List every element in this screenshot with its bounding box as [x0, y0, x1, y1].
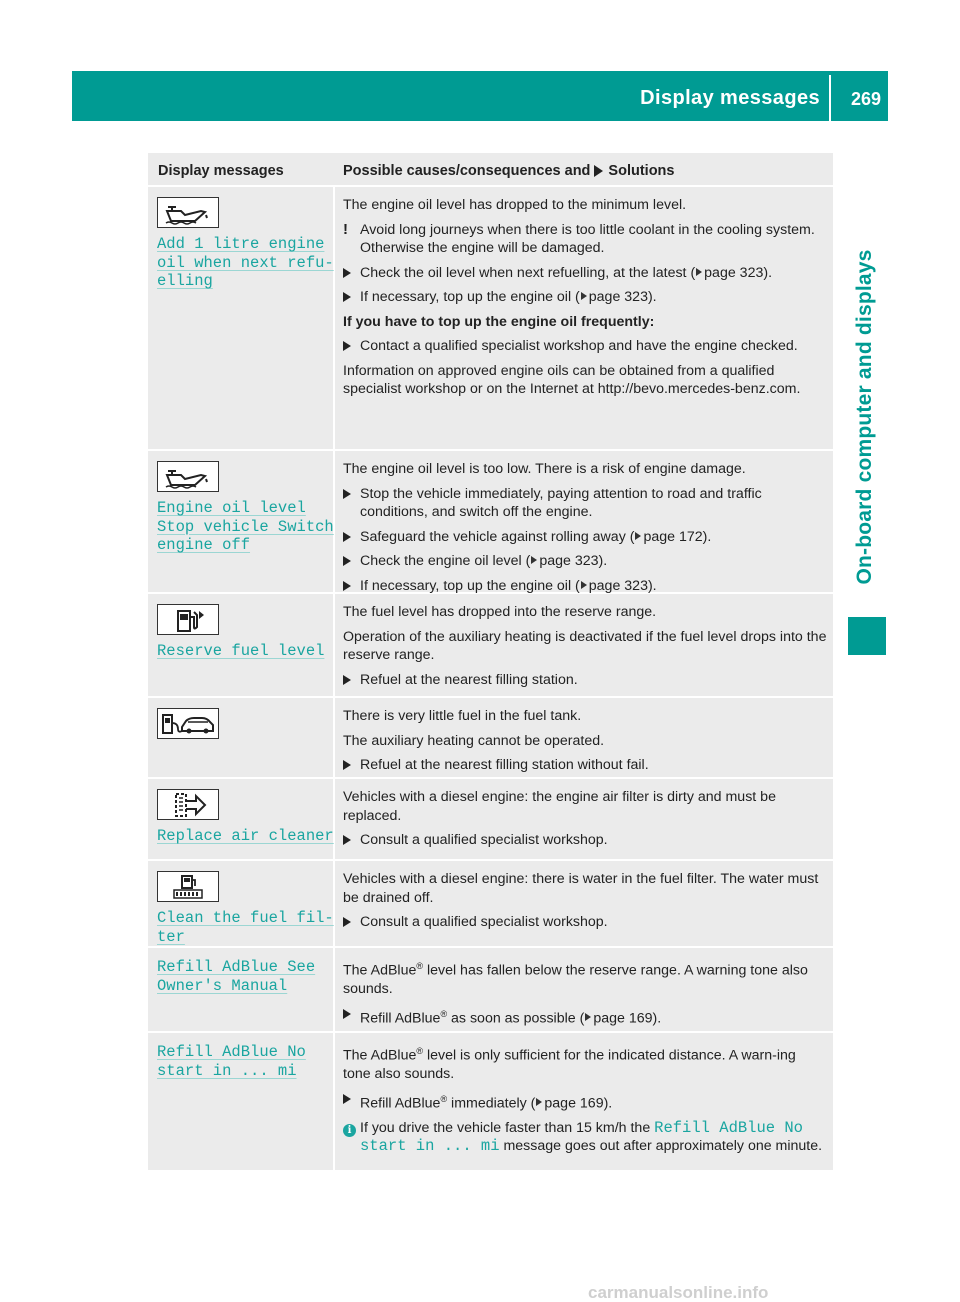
action-step: Stop the vehicle immediately, paying attention to road and traffic conditions, and switch off the engine.: [343, 485, 827, 522]
action-step: Check the engine oil level ( page 323).: [343, 552, 827, 571]
table-row: [148, 451, 833, 594]
action-step: Contact a qualified specialist workshop and have the engine checked.: [343, 337, 827, 356]
display-message-text: Engine oil level Stop vehicle Switch engine off: [157, 499, 334, 554]
display-messages-table: [148, 153, 833, 1172]
side-tab-label: On-board computer and displays: [853, 249, 876, 585]
table-header: [148, 153, 833, 187]
arrow-icon: [343, 1005, 360, 1028]
message-cell: [148, 779, 335, 859]
arrow-icon: [343, 577, 360, 596]
solutions-cell: The fuel level has dropped into the reserve range. Operation of the auxiliary heating is deactivated if the fuel level drops into the reserve range. Refuel at the nearest filling station.: [335, 594, 833, 696]
table-row: [148, 187, 833, 451]
info-icon: i: [343, 1119, 360, 1156]
message-cell: [148, 187, 335, 449]
message-cell: [148, 1033, 335, 1170]
page-ref-icon: [585, 1013, 591, 1021]
warning-icon: !: [343, 220, 348, 238]
page-ref-icon: [536, 1098, 542, 1106]
table-row: [148, 594, 833, 698]
fuel-pump-icon: [157, 604, 219, 635]
action-step: Refuel at the nearest filling station without fail.: [343, 756, 827, 775]
header-bar: [72, 71, 888, 121]
display-message-text: Replace air cleaner: [157, 827, 334, 845]
arrow-icon: [343, 756, 360, 775]
arrow-icon: [343, 552, 360, 571]
action-step: Refill AdBlue® as soon as possible ( page 169).: [343, 1005, 827, 1028]
solutions-cell: Vehicles with a diesel engine: the engine air filter is dirty and must be replaced. Consult a qualified specialist workshop.: [335, 779, 833, 859]
col-header-causes: Possible causes/consequences and Solutions: [335, 153, 833, 185]
message-cell: [148, 861, 335, 946]
warning-item: ! Avoid long journeys when there is too little coolant in the cooling system. Otherwise the engine will be damaged.: [343, 220, 815, 256]
side-tab-marker: [848, 617, 886, 655]
display-message-text: Clean the fuel fil‐ ter: [157, 909, 334, 946]
header-divider: [829, 75, 831, 121]
action-step: Check the oil level when next refuelling, at the latest ( page 323).: [343, 264, 827, 283]
display-message-text: Reserve fuel level: [157, 642, 325, 660]
message-cell: [148, 451, 335, 592]
table-row: [148, 779, 833, 861]
message-cell: [148, 698, 335, 777]
solutions-cell: The engine oil level is too low. There is a risk of engine damage. Stop the vehicle immediately, paying attention to road and traffic conditions, and switch off the engine. Safeguard the vehicle against rolling away ( page 172). Check the engine oil level ( page 323). If necessary, top up the engine oil ( page 323).: [335, 451, 833, 592]
display-message-text: Add 1 litre engine oil when next refu‐ elling: [157, 235, 334, 290]
solutions-cell: The AdBlue® level has fallen below the reserve range. A warning tone also sounds. Refill AdBlue® as soon as possible ( page 169).: [335, 948, 833, 1031]
action-step: Refuel at the nearest filling station.: [343, 671, 827, 690]
arrow-icon: [343, 485, 360, 522]
side-tab: [845, 225, 885, 610]
fuel-pump-car-icon: [157, 708, 219, 739]
action-step: If necessary, top up the engine oil ( page 323).: [343, 577, 827, 596]
table-row: [148, 1033, 833, 1172]
arrow-icon: [343, 671, 360, 690]
info-note: i If you drive the vehicle faster than 15 km/h the Refill AdBlue No start in ... mi message goes out after approximately one minute.: [343, 1119, 827, 1156]
display-message-text: Refill AdBlue No start in ... mi: [157, 1043, 306, 1080]
arrow-icon: [343, 913, 360, 932]
action-step: Consult a qualified specialist workshop.: [343, 913, 827, 932]
solutions-cell: The engine oil level has dropped to the minimum level. ! Avoid long journeys when there is too little coolant in the cooling system. Otherwise the engine will be damaged. Check the oil level when next refuelling, at the latest ( page 323). If necessary, top up the engine oil ( page 323). If you have to top up the engine oil frequently: Contact a qualified specialist workshop and have the engine checked. Information on approved engine oils can be obtained from a qualified specialist workshop or on the Internet at http://bevo.mercedes-benz.com.: [335, 187, 833, 449]
air-filter-icon: [157, 789, 219, 820]
page-ref-icon: [696, 268, 702, 276]
solutions-cell: The AdBlue® level is only sufficient for the indicated distance. A warn-ing tone also sounds. Refill AdBlue® immediately ( page 169). i If you drive the vehicle faster than 15 km/h the Refill AdBlue No start in ... mi message goes out after approximately one minute.: [335, 1033, 833, 1170]
solutions-cell: Vehicles with a diesel engine: there is water in the fuel filter. The water must be drained off. Consult a qualified specialist workshop.: [335, 861, 833, 946]
page-ref-icon: [581, 292, 587, 300]
arrow-icon: [343, 831, 360, 850]
solutions-cell: There is very little fuel in the fuel tank. The auxiliary heating cannot be operated. Refuel at the nearest filling station without fail.: [335, 698, 833, 777]
page-ref-icon: [581, 581, 587, 589]
display-message-text: Refill AdBlue See Owner's Manual: [157, 958, 316, 995]
arrow-icon: [343, 288, 360, 307]
fuel-filter-water-icon: [157, 871, 219, 902]
message-cell: [148, 948, 335, 1031]
page-number: 269: [850, 89, 881, 109]
col-header-messages: Display messages: [148, 153, 335, 185]
arrow-icon: [343, 528, 360, 547]
engine-oil-can-icon: [157, 197, 219, 228]
arrow-icon: [594, 165, 603, 177]
arrow-icon: [343, 1090, 360, 1113]
table-row: [148, 698, 833, 779]
section-title: Display messages: [640, 87, 820, 109]
table-row: [148, 948, 833, 1033]
arrow-icon: [343, 337, 360, 356]
action-step: Consult a qualified specialist workshop.: [343, 831, 827, 850]
table-row: [148, 861, 833, 948]
action-step: Safeguard the vehicle against rolling away ( page 172).: [343, 528, 827, 547]
arrow-icon: [343, 264, 360, 283]
action-step: If necessary, top up the engine oil ( page 323).: [343, 288, 827, 307]
watermark: carmanualsonline.info: [588, 1283, 769, 1302]
engine-oil-can-icon: [157, 461, 219, 492]
page-ref-icon: [635, 532, 641, 540]
action-step: Refill AdBlue® immediately ( page 169).: [343, 1090, 827, 1113]
message-cell: [148, 594, 335, 696]
page-ref-icon: [531, 556, 537, 564]
